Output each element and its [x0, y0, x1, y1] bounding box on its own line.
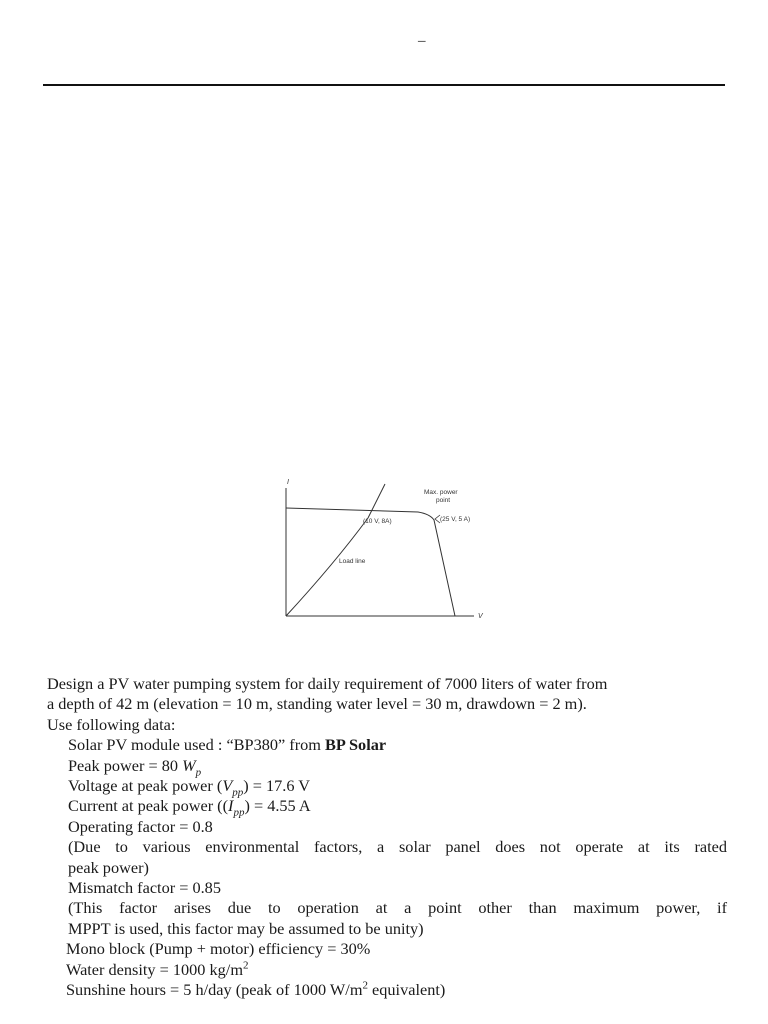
data-mono-block: Mono block (Pump + motor) efficiency = 30% — [66, 939, 371, 959]
annotation-max-power-1: Max. power — [424, 489, 458, 496]
text-line: a depth of 42 m (elevation = 10 m, standing water level = 30 m, drawdown = 2 m). — [47, 694, 587, 714]
load-line — [286, 484, 385, 616]
header-rule — [43, 84, 725, 86]
note-operating-factor: (Due to various environmental factors, a solar panel does not operate at its rated — [68, 837, 727, 857]
note-operating-factor-cont: peak power) — [68, 857, 149, 877]
data-operating-factor: Operating factor = 0.8 — [68, 816, 213, 836]
text-line: Design a PV water pumping system for daily requirement of 7000 liters of water from — [47, 674, 608, 693]
data-peak-power: Peak power = 80 $W_p$ — [68, 755, 202, 778]
note-mismatch-cont: MPPT is used, this factor may be assumed to be unity) — [68, 918, 424, 938]
annotation-max-power-coords: (25 V, 5 A) — [440, 516, 471, 523]
data-current: Current at peak power ($(I_{pp}) = 4.55$ A — [68, 796, 311, 819]
iv-chart — [278, 474, 488, 624]
data-voltage: Voltage at peak power $(V_{pp}) = 17.6$ V — [68, 776, 311, 799]
data-water-density: Water density = 1000 $kg/m^2$ — [66, 959, 249, 979]
x-axis-label: V — [478, 613, 483, 620]
annotation-load-line: Load line — [339, 558, 366, 565]
data-mismatch: Mismatch factor = 0.85 — [68, 878, 221, 898]
annotation-intersection: (10 V, 8A) — [363, 518, 392, 525]
text-line: Use following data: — [47, 714, 176, 734]
problem-statement — [47, 674, 727, 1001]
data-module: Solar PV module used : “BP380” from BP Solar — [68, 735, 387, 755]
note-mismatch: (This factor arises due to operation at a point other than maximum power, if — [68, 898, 727, 918]
data-sunshine: Sunshine hours = 5 h/day (peak of 1000 $W/m^2$ equivalent) — [66, 979, 446, 1000]
brand-name: BP Solar — [325, 735, 387, 755]
y-axis-label: I — [287, 479, 289, 486]
annotation-max-power-2: point — [436, 497, 451, 504]
header-dash: – — [418, 33, 426, 49]
